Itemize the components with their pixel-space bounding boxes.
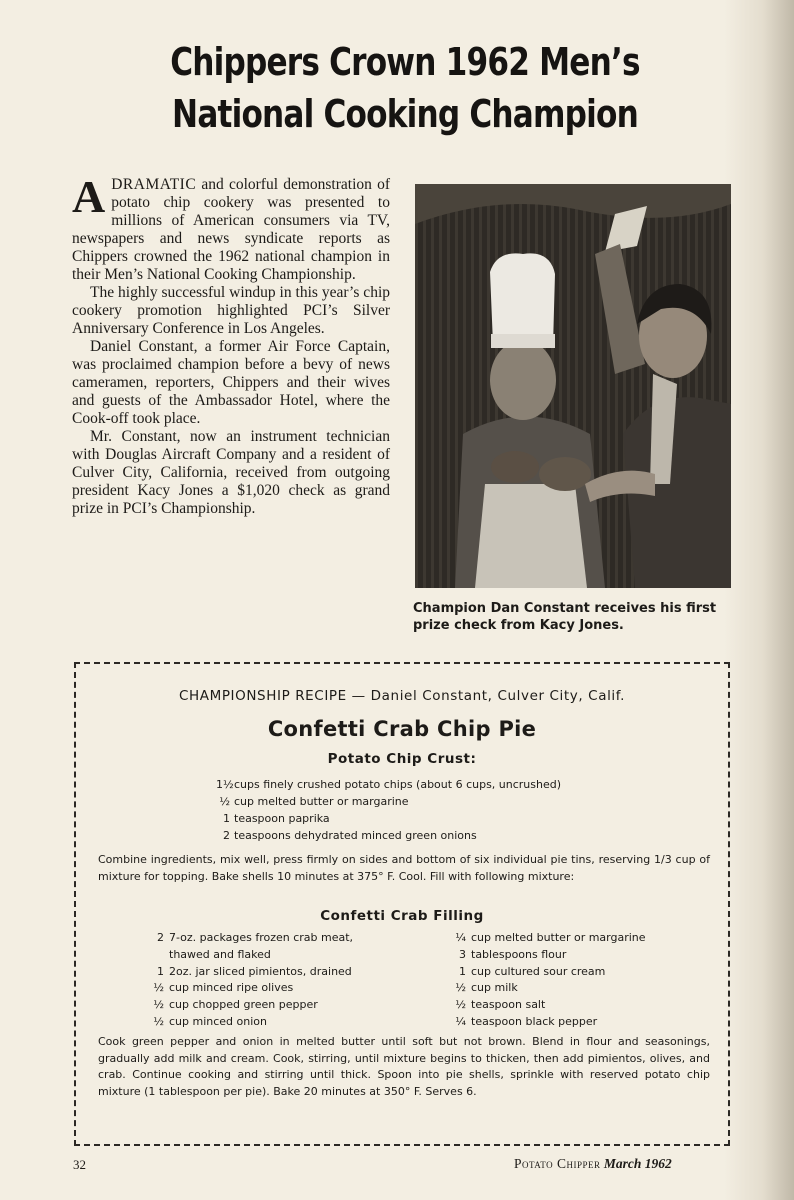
- lead-in-caps: DRAMATIC: [111, 176, 197, 193]
- ingredient-continuation: thawed and flaked: [169, 947, 271, 961]
- drop-cap: A: [72, 171, 106, 222]
- photo-caption: Champion Dan Constant receives his first prize check from Kacy Jones.: [413, 601, 717, 633]
- pie-left: [491, 451, 539, 483]
- article-paragraph-3: Daniel Constant, a former Air Force Captain, was proclaimed champion before a bevy of news cameramen, reporters, Chippers and their wives and guests of the Ambassador Hotel, where the Cook-off took place.: [72, 338, 390, 427]
- pie-right: [539, 457, 591, 491]
- ingredient-item: ½ teaspoon salt: [455, 998, 546, 1012]
- ingredient-item: ½ cup melted butter or margarine: [219, 795, 409, 808]
- ingredient-item: ¼ cup melted butter or margarine: [455, 931, 646, 944]
- ingredient-item: ½ cup chopped green pepper: [153, 998, 318, 1012]
- ingredient-item: ½ cup minced ripe olives: [153, 981, 294, 995]
- crust-ingredients: [216, 776, 656, 844]
- ingredient-item: ¼ teaspoon black pepper: [455, 1014, 598, 1028]
- title-line-1: Chippers Crown 1962 Men’s: [170, 40, 640, 84]
- recipe-title: Confetti Crab Chip Pie: [267, 717, 537, 741]
- crust-heading: Potato Chip Crust:: [327, 751, 477, 767]
- ingredient-item: 1½cups finely crushed potato chips (about 6 cups, uncrushed): [216, 778, 562, 791]
- publication-name: Potato Chipper: [514, 1156, 601, 1171]
- photo-illustration: [415, 184, 731, 588]
- ingredient-item: 1 2oz. jar sliced pimientos, drained: [157, 964, 352, 978]
- recipe-box: [74, 662, 730, 1146]
- hat-band: [491, 334, 555, 348]
- filling-ingredients-right: [450, 930, 646, 1031]
- filling-directions: Cook green pepper and onion in melted butter until soft but not brown. Blend in flour and seasonings, gradually add milk and cream. Cook, stirring, until mixture begins to thicken, then add pimientos, olives, and crab. Continue cooking and stirring until thick. Spoon into pie shells, sprinkle with reserved potato chip mixture (1 tablespoon per pie). Bake 20 minutes at 350° F. Serves 6.: [98, 1035, 710, 1098]
- chef-face: [490, 340, 556, 420]
- title-line-2: National Cooking Champion: [172, 92, 638, 136]
- article-paragraph-1: [72, 171, 390, 284]
- crust-directions: Combine ingredients, mix well, press firmly on sides and bottom of six individual pie tins, reserving 1/3 cup of mixture for topping. Bake shells 10 minutes at 375° F. Cool. Fill with following mixture:: [98, 853, 710, 883]
- recipe-header: CHAMPIONSHIP RECIPE — Daniel Constant, Culver City, Calif.: [178, 688, 626, 704]
- ingredient-item: ½ cup minced onion: [153, 1014, 267, 1028]
- ingredient-item: 2 teaspoons dehydrated minced green onions: [223, 829, 477, 842]
- chef-hat: [490, 253, 555, 344]
- paragraph-1-text: and colorful demonstration of potato chip cookery was presented to millions of American consumers via TV, newspapers and news syndicate reports as Chippers crowned the 1962 national champion in their Men’s National Cooking Championship.: [72, 176, 390, 283]
- ingredient-item: ½ cup milk: [455, 981, 518, 995]
- ingredient-item: 2 7-oz. packages frozen crab meat,: [157, 931, 354, 944]
- running-footer: [514, 1156, 672, 1172]
- ingredient-item: 1 cup cultured sour cream: [459, 964, 606, 978]
- article-title: [122, 36, 688, 140]
- article-body: [72, 171, 390, 518]
- ingredient-item: 3 tablespoons flour: [459, 947, 567, 961]
- article-paragraph-2: The highly successful windup in this year’s chip cookery promotion highlighted PCI’s Silver Anniversary Conference in Los Angeles.: [72, 284, 390, 337]
- chef-apron: [475, 484, 587, 588]
- champion-photo: [415, 184, 731, 588]
- ingredient-item: 1 teaspoon paprika: [223, 812, 330, 825]
- page-number: 32: [73, 1157, 86, 1172]
- issue-date: March 1962: [603, 1156, 672, 1171]
- filling-heading: Confetti Crab Filling: [320, 908, 484, 924]
- filling-ingredients-left: [148, 930, 353, 1031]
- article-paragraph-4: Mr. Constant, now an instrument technician with Douglas Aircraft Company and a resident of Culver City, California, received from outgoing president Kacy Jones a $1,020 check as grand prize in PCI’s Championship.: [72, 428, 390, 517]
